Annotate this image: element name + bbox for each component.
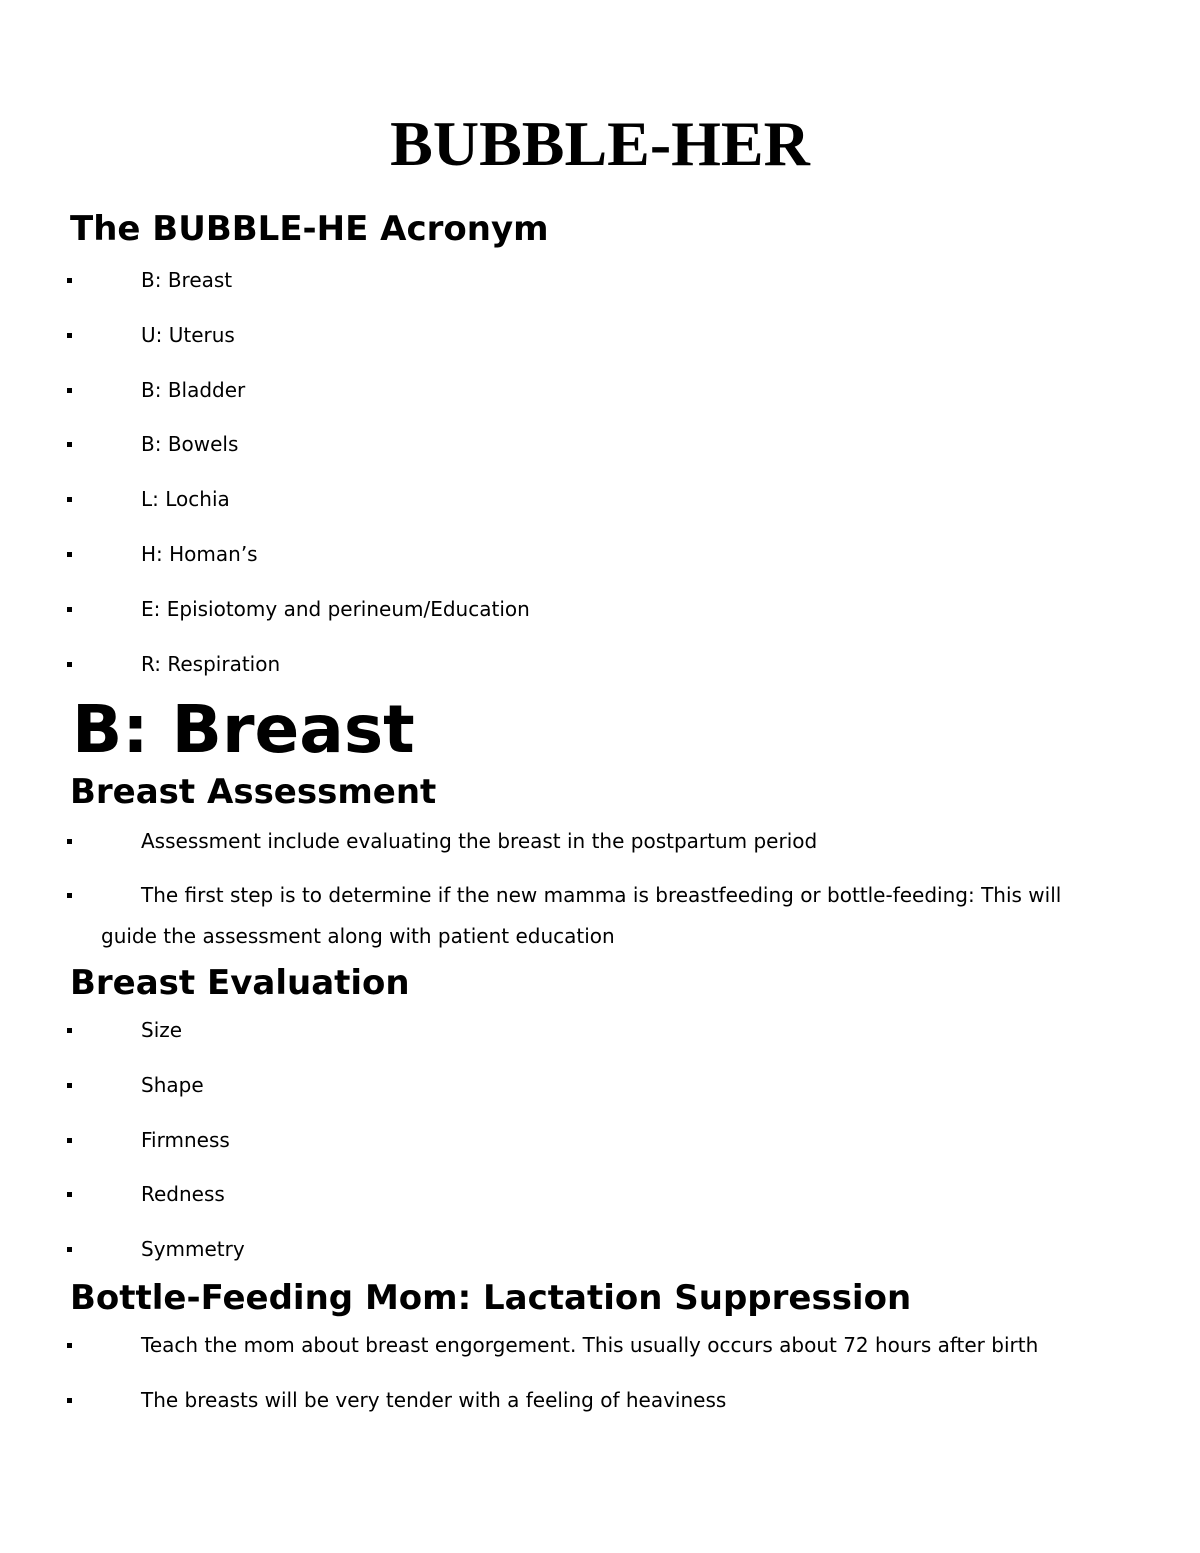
- list-item: Redness: [0, 1180, 1200, 1208]
- bullet-square-icon: [67, 607, 72, 612]
- list-item: Assessment include evaluating the breast in the postpartum period: [141, 829, 818, 853]
- list-item: U: Uterus: [0, 321, 1200, 349]
- document-title: BUBBLE-HER: [390, 108, 810, 179]
- bullet-square-icon: [67, 1192, 72, 1197]
- bullet-square-icon: [67, 1138, 72, 1143]
- bottle-feeding-heading: Bottle-Feeding Mom: Lactation Suppression: [70, 1278, 912, 1318]
- bullet-square-icon: [67, 1343, 72, 1348]
- list-item: Teach the mom about breast engorgement. This usually occurs about 72 hours after birth: [0, 1331, 1200, 1359]
- bullet-square-icon: [67, 1247, 72, 1252]
- list-item: B: Bowels: [0, 430, 1200, 458]
- list-item: B: Bladder: [0, 376, 1200, 404]
- list-item: Symmetry: [0, 1235, 1200, 1263]
- bullet-square-icon: [67, 497, 72, 502]
- bullet-square-icon: [67, 552, 72, 557]
- bottle-feeding-list: [0, 1331, 1200, 1441]
- list-item: Shape: [0, 1071, 1200, 1099]
- breast-section-heading: B: Breast: [72, 691, 415, 768]
- list-item: B: Breast: [0, 266, 1200, 294]
- list-item-line-continued: guide the assessment along with patient education: [101, 924, 615, 948]
- breast-evaluation-list: [0, 1016, 1200, 1290]
- list-item: Firmness: [0, 1126, 1200, 1154]
- bullet-square-icon: [67, 1028, 72, 1033]
- bullet-square-icon: [67, 893, 72, 898]
- bullet-square-icon: [67, 662, 72, 667]
- breast-evaluation-heading: Breast Evaluation: [70, 963, 410, 1003]
- acronym-heading: The BUBBLE-HE Acronym: [70, 209, 549, 249]
- list-item: Size: [0, 1016, 1200, 1044]
- acronym-list: [0, 266, 1200, 704]
- bullet-square-icon: [67, 442, 72, 447]
- list-item: The breasts will be very tender with a feeling of heaviness: [0, 1386, 1200, 1414]
- bullet-square-icon: [67, 1083, 72, 1088]
- breast-assessment-heading: Breast Assessment: [70, 772, 437, 812]
- list-item: E: Episiotomy and perineum/Education: [0, 595, 1200, 623]
- list-item: R: Respiration: [0, 650, 1200, 678]
- list-item-line: The first step is to determine if the new mamma is breastfeeding or bottle-feeding: This will: [141, 883, 1062, 907]
- list-item: H: Homan’s: [0, 540, 1200, 568]
- bullet-square-icon: [67, 388, 72, 393]
- list-item: L: Lochia: [0, 485, 1200, 513]
- bullet-square-icon: [67, 839, 72, 844]
- bullet-square-icon: [67, 1398, 72, 1403]
- bullet-square-icon: [67, 278, 72, 283]
- bullet-square-icon: [67, 333, 72, 338]
